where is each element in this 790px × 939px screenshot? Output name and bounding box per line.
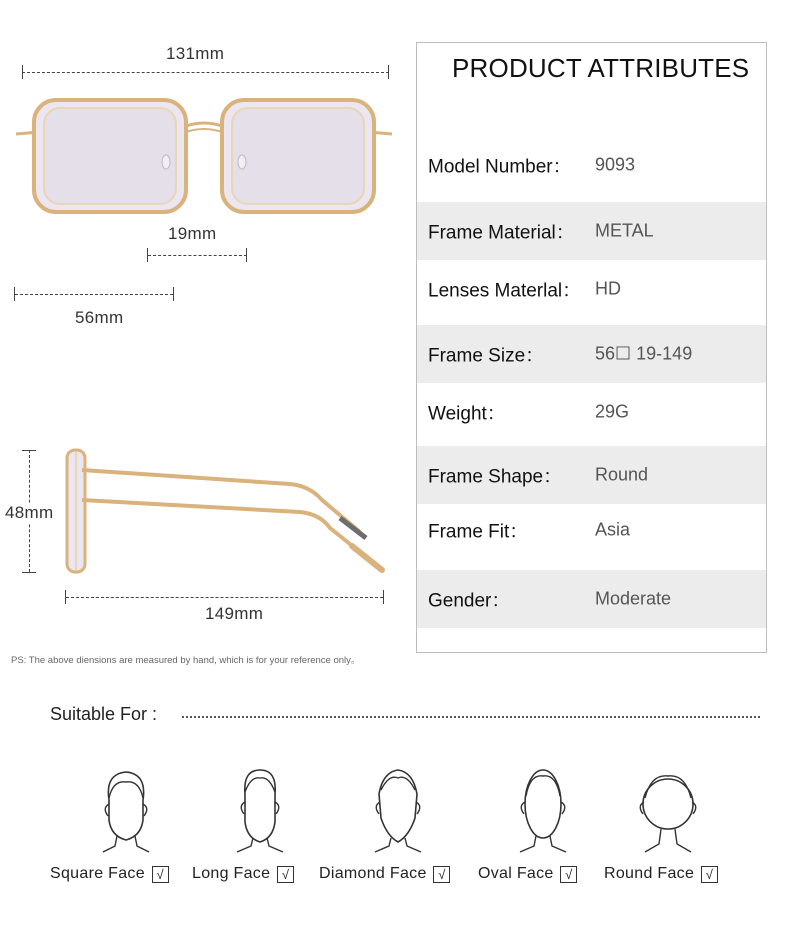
check-icon: √ — [701, 866, 718, 883]
face-label-text: Square Face — [50, 865, 145, 882]
face-label-text: Diamond Face — [319, 865, 427, 882]
total-width-label: 131mm — [166, 44, 225, 63]
face-label-text: Round Face — [604, 865, 695, 882]
attr-value: Moderate — [595, 588, 672, 609]
attr-value: Asia — [595, 519, 631, 540]
glasses-side-view — [60, 444, 390, 578]
attr-value: METAL — [595, 220, 654, 241]
lens-height-label: 48mm — [5, 503, 54, 522]
check-icon: √ — [277, 866, 294, 883]
lens-width-line — [15, 294, 173, 295]
attr-label: Gender： — [428, 590, 511, 612]
attr-label: Frame Shape： — [428, 466, 563, 488]
face-label-square — [50, 865, 169, 883]
check-icon: √ — [152, 866, 169, 883]
face-label-oval — [478, 865, 577, 883]
product-attributes-panel — [416, 42, 767, 653]
round-face-icon — [633, 764, 703, 854]
diamond-face-icon — [363, 764, 433, 854]
attr-value: 56☐ 19-149 — [595, 343, 693, 364]
square-face-icon — [91, 764, 161, 854]
attr-row-model-number — [417, 136, 766, 194]
attr-value: HD — [595, 278, 621, 299]
attributes-title: PRODUCT ATTRIBUTES — [452, 53, 750, 83]
check-icon: √ — [560, 866, 577, 883]
attr-label: Frame Size： — [428, 345, 545, 367]
attr-label: Frame Material： — [428, 222, 575, 244]
attr-label: Lenses Materlal： — [428, 280, 582, 302]
lens-width-label: 56mm — [75, 308, 124, 327]
attr-row-gender — [417, 570, 766, 628]
attr-value: 29G — [595, 401, 630, 422]
face-label-text: Long Face — [192, 865, 271, 882]
attr-row-lenses-material — [417, 260, 766, 318]
check-icon: √ — [433, 866, 450, 883]
oval-face-icon — [508, 764, 578, 854]
face-label-diamond — [319, 865, 450, 883]
attr-label: Weight： — [428, 403, 506, 425]
bridge-line — [148, 255, 247, 256]
attr-row-frame-size — [417, 325, 766, 383]
suitable-for-title: Suitable For : — [50, 704, 158, 724]
long-face-icon — [225, 764, 295, 854]
attr-row-frame-material — [417, 202, 766, 260]
attr-row-weight — [417, 383, 766, 441]
face-label-text: Oval Face — [478, 865, 554, 882]
suitable-divider — [182, 716, 760, 718]
bridge-label: 19mm — [168, 224, 217, 243]
attr-value: Round — [595, 464, 649, 485]
attr-row-frame-shape — [417, 446, 766, 504]
temple-length-label: 149mm — [205, 604, 264, 623]
glasses-front-view — [14, 92, 394, 218]
measurement-note: PS: The above diensions are measured by hand, which is for your reference only。 — [11, 655, 361, 666]
total-width-line — [22, 72, 389, 73]
attr-label: Frame Fit： — [428, 521, 529, 543]
face-label-long — [192, 865, 294, 883]
attr-value: 9093 — [595, 154, 636, 175]
temple-length-line — [66, 597, 383, 598]
attr-row-frame-fit — [417, 501, 766, 559]
attr-label: Model Number： — [428, 156, 572, 178]
face-label-round — [604, 865, 718, 883]
